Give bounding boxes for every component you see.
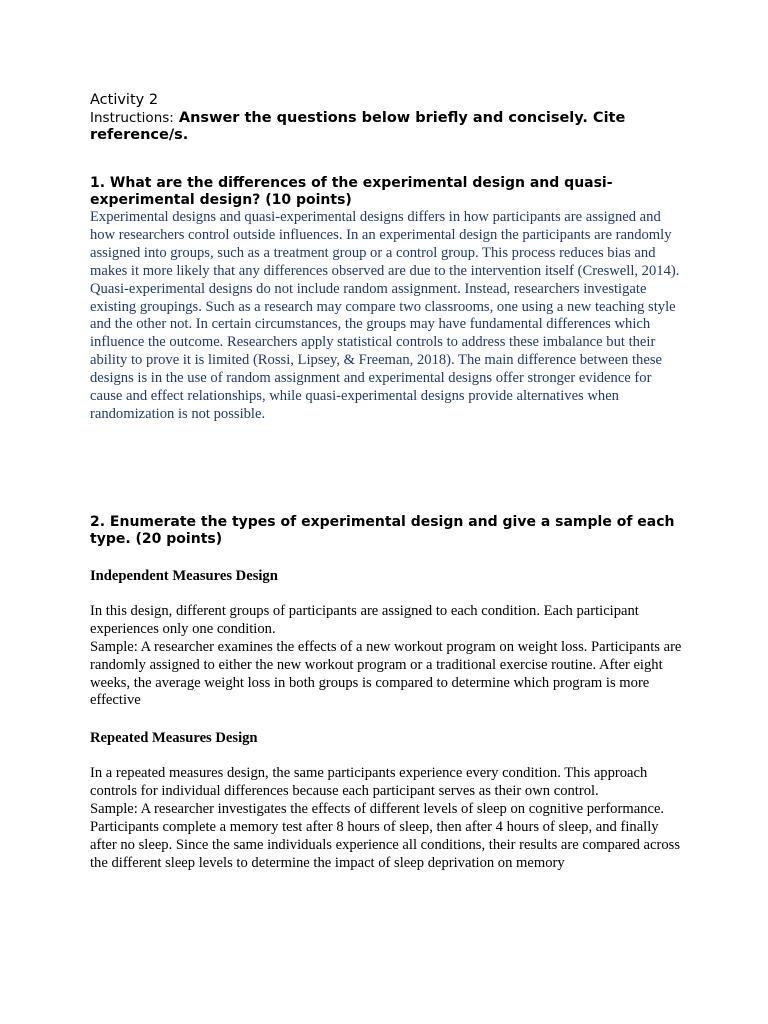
design-text xyxy=(90,603,682,710)
question-1-answer: Experimental designs and quasi-experimental designs differs in how participants are assigned and how researchers control outside influences. In an experimental design the participants are randomly assigned into groups, such as a treatment group or a control group. This process reduces bias and makes it more likely that any differences observed are due to the intervention itself (Creswell, 2014). Quasi-experimental designs do not include random assignment. Instead, researchers investigate existing groupings. Such as a research may compare two classrooms, one using a new teaching style and the other not. In certain circumstances, the groups may have fundamental differences which influence the outcome. Researchers apply statistical controls to address these imbalance but their ability to prove it is limited (Rossi, Lipsey, & Freeman, 2018). The main difference between these designs is in the use of random assignment and experimental designs offer stronger evidence for cause and effect relationships, while quasi-experimental designs provide alternatives when randomization is not possible. xyxy=(90,209,680,422)
design-independent-measures xyxy=(90,567,682,710)
design-sample: Sample: A researcher examines the effects of a new workout program on weight loss. Participants are randomly assigned to either the new workout program or a traditional exercise routine. After eight weeks, the average weight loss in both groups is compared to determine which program is more effective xyxy=(90,638,682,709)
design-heading: Independent Measures Design xyxy=(90,567,278,584)
design-heading: Repeated Measures Design xyxy=(90,730,258,747)
design-sample: Sample: A researcher investigates the effects of different levels of sleep on cognitive performance. Participants complete a memory test after 8 hours of sleep, then after 4 hours of sleep, and finally after no sleep. Since the same individuals experience all conditions, their results are compared across the different sleep levels to determine the impact of sleep deprivation on memory xyxy=(90,801,681,871)
activity-title: Activity 2 xyxy=(90,92,159,108)
document-body xyxy=(90,90,682,873)
design-description: In a repeated measures design, the same participants experience every condition. This approach controls for individual differences because each participant serves as their own control. xyxy=(90,765,648,800)
design-description: In this design, different groups of participants are assigned to each condition. Each participant experiences only one condition. xyxy=(90,602,639,637)
question-2: 2. Enumerate the types of experimental design and give a sample of each type. (20 points) xyxy=(90,513,675,547)
instructions xyxy=(90,110,682,144)
instructions-lead: Instructions: xyxy=(90,110,174,126)
question-1: 1. What are the differences of the experimental design and quasi-experimental design? (10 points) xyxy=(90,175,613,208)
design-text xyxy=(90,765,682,872)
design-repeated-measures xyxy=(90,729,682,872)
instructions-text: Answer the questions below briefly and concisely. Cite reference/s. xyxy=(90,110,626,143)
